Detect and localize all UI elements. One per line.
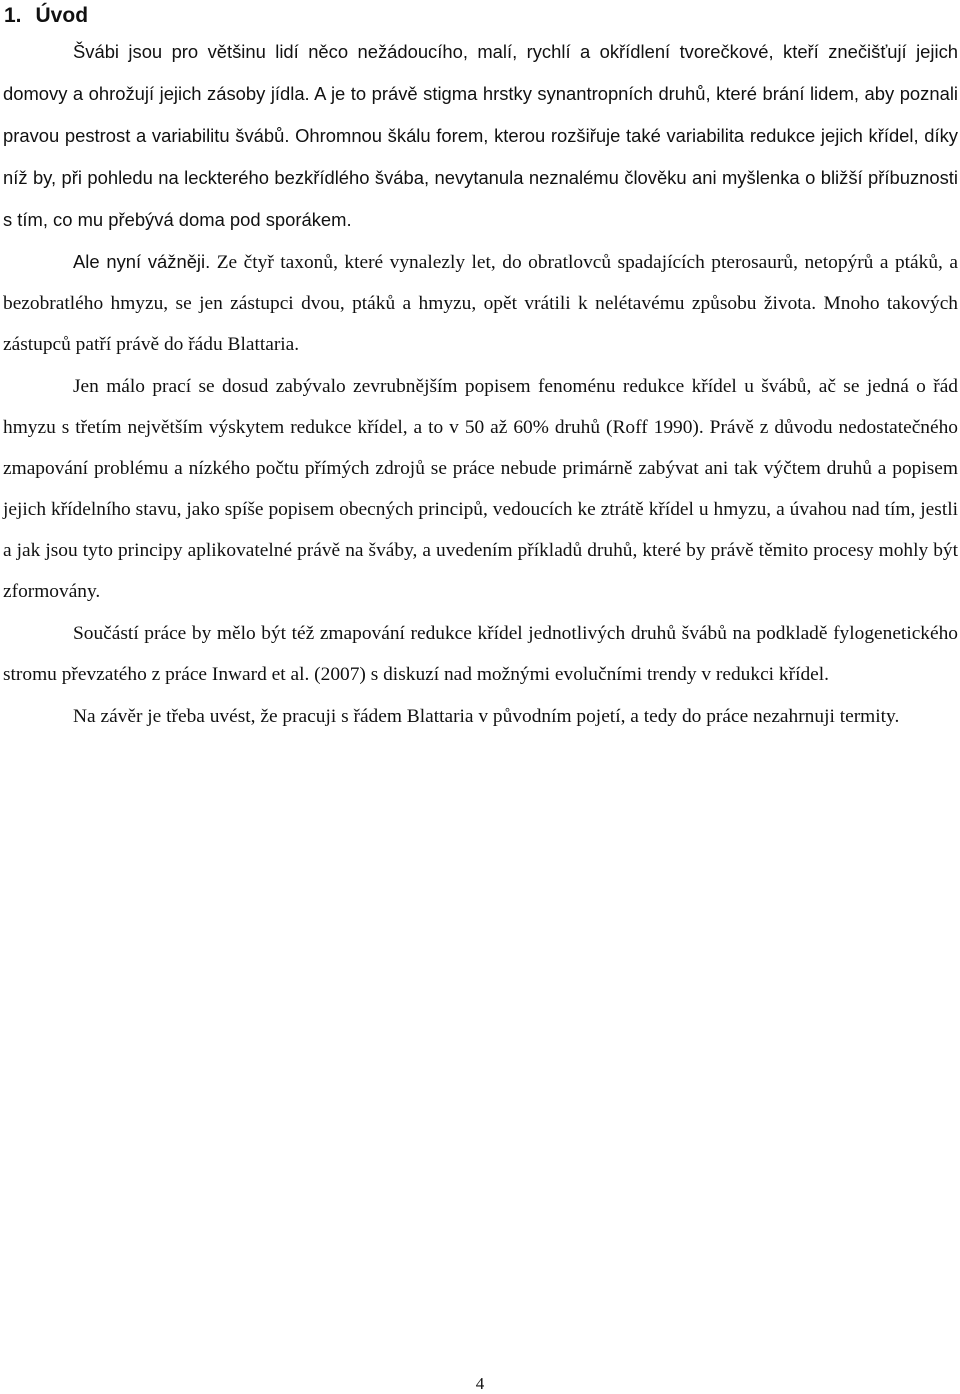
paragraph-serif-text: Ze čtyř taxonů, které vynalezly let, do obratlovců spadajících pterosaurů, netopýrů a ptáků, a bezobratlého hmyzu, se jen zástupci dvou, ptáků a hmyzu, opět vrátili k nelétavému způsobu života. Mnoho takových zástupců patří právě do řádu Blattaria.: [3, 252, 959, 355]
paragraph: [3, 695, 958, 737]
paragraph: [3, 365, 958, 612]
paragraph: [3, 241, 958, 365]
page-number: 4: [475, 1374, 485, 1393]
paragraph: [3, 31, 958, 241]
chapter-title: Úvod: [35, 4, 89, 27]
paragraph-serif-text: Jen málo prací se dosud zabývalo zevrubnějším popisem fenoménu redukce křídel u švábů, ač se jedná o řád hmyzu s třetím největším výskytem redukce křídel, a to v 50 až 60% druhů (Roff 1990). Právě z důvodu nedostatečného zmapování problému a nízkého počtu přímých zdrojů se práce nebude primárně zabývat ani tak výčtem druhů a popisem jejich křídelního stavu, jako spíše popisem obecných principů, vedoucích ke ztrátě křídel u hmyzu, a úvahou nad tím, jestli a jak jsou tyto principy aplikovatelné právě na šváby, a uvedením příkladů druhů, které by právě těmito procesy mohly být zformovány.: [3, 376, 958, 602]
body-text: [3, 31, 958, 737]
paragraph-serif-text: Na závěr je třeba uvést, že pracuji s řádem Blattaria v původním pojetí, a tedy do práce nezahrnuji termity.: [73, 706, 900, 727]
paragraph: [3, 612, 958, 695]
paragraph-sans-text: Ale nyní vážněji.: [73, 251, 211, 272]
chapter-number: 1.: [4, 4, 22, 27]
paragraph-serif-text: Součástí práce by mělo být též zmapování redukce křídel jednotlivých druhů švábů na podkladě fylogenetického stromu převzatého z práce Inward et al. (2007) s diskuzí nad možnými evolučními trendy v redukci křídel.: [3, 623, 958, 685]
paragraph-sans-text: Švábi jsou pro většinu lidí něco nežádoucího, malí, rychlí a okřídlení tvorečkové, kteří znečišťují jejich domovy a ohrožují jejich zásoby jídla. A je to právě stigma hrstky synantropních druhů, které brání lidem, aby poznali pravou pestrost a variabilitu švábů. Ohromnou škálu forem, kterou rozšiřuje také variabilita redukce jejich křídel, díky níž by, při pohledu na leckterého bezkřídlého švába, nevytanula neznalému člověku ani myšlenka o bližší příbuznosti s tím, co mu přebývá doma pod sporákem.: [3, 41, 958, 230]
chapter-heading: [4, 0, 88, 32]
